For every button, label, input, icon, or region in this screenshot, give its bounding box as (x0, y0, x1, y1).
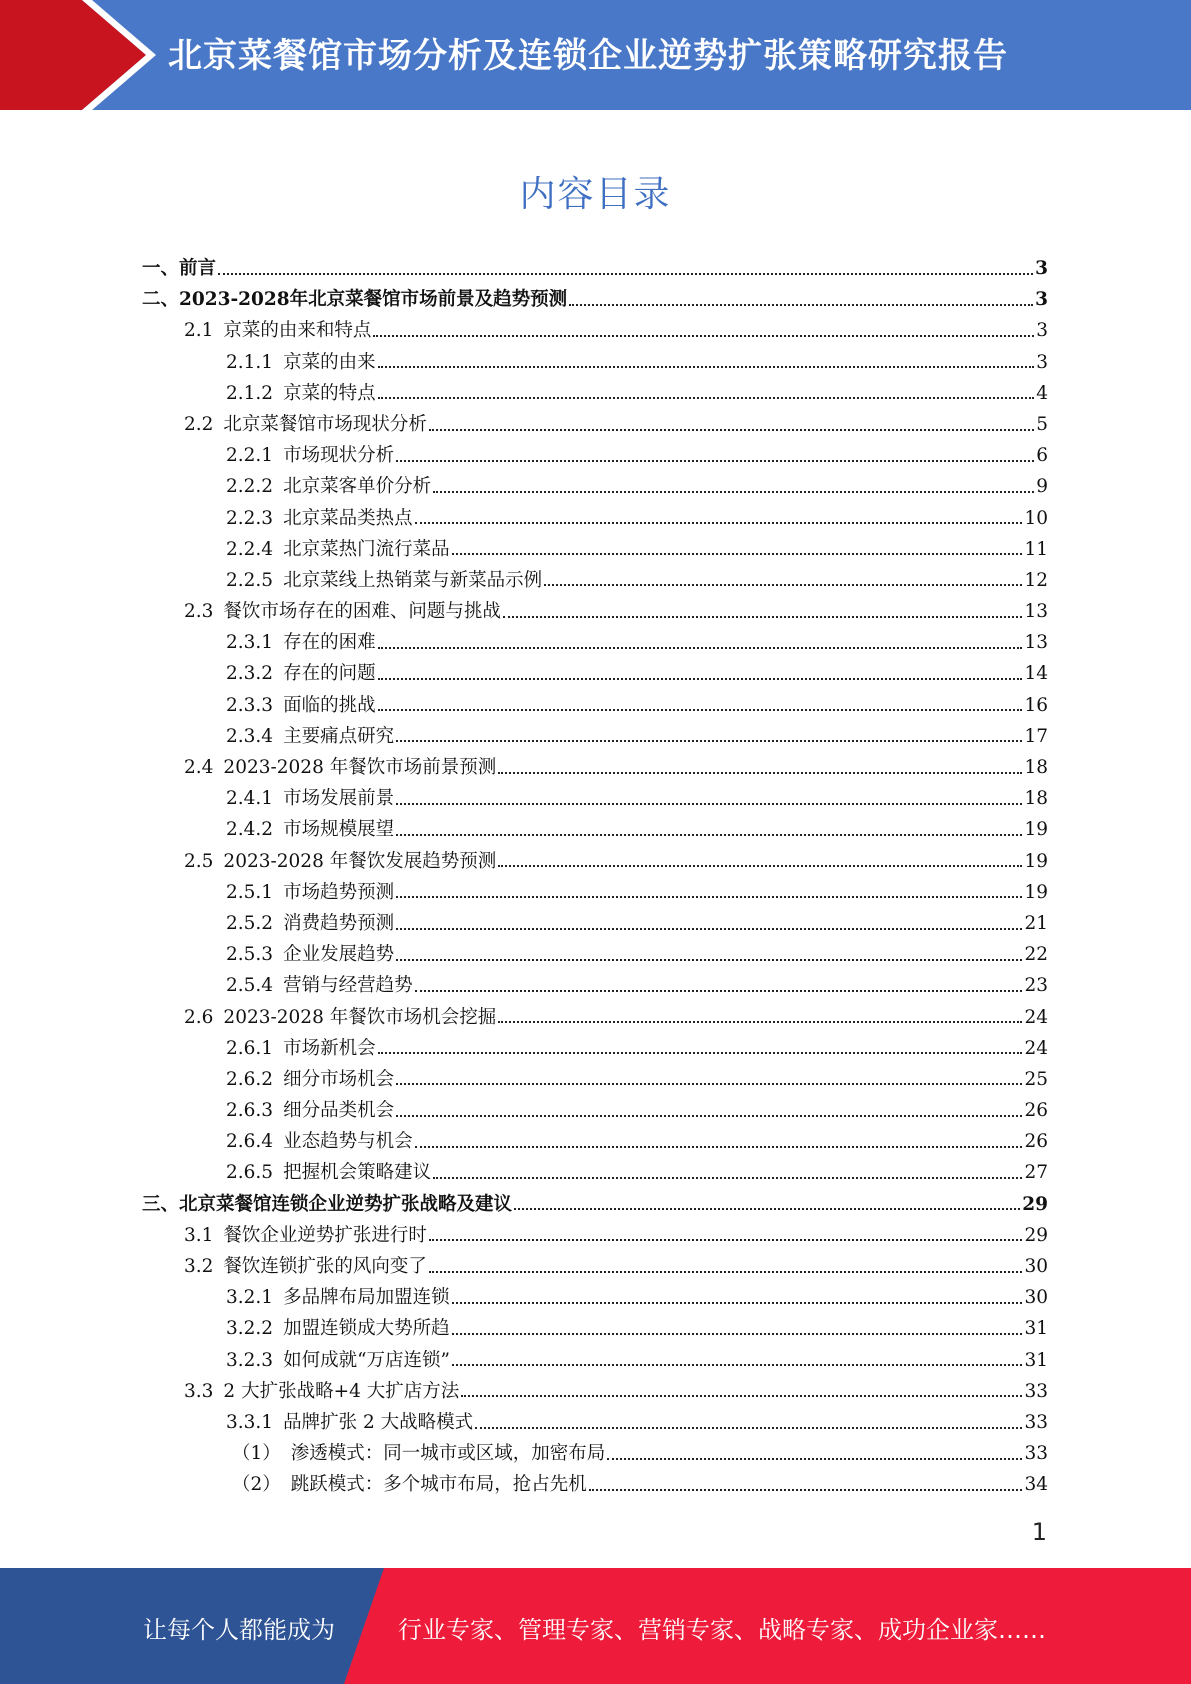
toc-entry-number: 3.3.1 (226, 1411, 274, 1433)
toc-dot-leader (498, 772, 1022, 774)
toc-entry-title: 消费趋势预测 (283, 912, 395, 934)
toc-entry-number: 2.5.4 (226, 975, 274, 997)
toc-entry-title: 京菜的特点 (283, 382, 376, 404)
toc-dot-leader (415, 990, 1023, 992)
toc-entry-title: 渗透模式：同一城市或区域，加密布局 (290, 1443, 606, 1465)
toc-dot-leader (218, 273, 1033, 275)
toc-dot-leader (498, 865, 1022, 867)
toc-entry[interactable] (142, 846, 1048, 877)
toc-dot-leader (396, 803, 1022, 805)
toc-entry-title: 品牌扩张 2 大战略模式 (283, 1411, 474, 1433)
toc-entry-title: 主要痛点研究 (283, 725, 395, 747)
toc-entry-number: 3.2.2 (226, 1318, 274, 1340)
toc-entry-title: 前言 (179, 258, 217, 279)
toc-entry-title: 市场现状分析 (283, 445, 395, 467)
toc-entry-number: （2） (232, 1474, 281, 1496)
toc-entry-page: 23 (1024, 975, 1048, 997)
toc-entry-number: 2.4 (184, 757, 214, 778)
toc-entry-page: 3 (1035, 289, 1048, 311)
toc-entry[interactable] (142, 1251, 1048, 1282)
toc-entry-page: 27 (1024, 1162, 1048, 1184)
toc-entry-page: 31 (1024, 1318, 1048, 1340)
toc-entry-page: 11 (1024, 538, 1048, 560)
toc-entry-number: 2.5.2 (226, 912, 274, 934)
toc-entry[interactable] (142, 721, 1048, 752)
toc-entry-number: 2.1.1 (226, 351, 274, 373)
toc-entry-page: 18 (1024, 757, 1048, 778)
toc-entry-number: 2.3.3 (226, 694, 274, 716)
toc-entry-title: 北京菜客单价分析 (283, 476, 432, 498)
toc-entry-number: 2.4.2 (226, 819, 274, 841)
toc-dot-leader (607, 1458, 1022, 1460)
toc-dot-leader (569, 304, 1033, 306)
toc-entry-title: 餐饮企业逆势扩张进行时 (223, 1224, 427, 1246)
toc-entry-number: 三、 (142, 1193, 180, 1215)
toc-entry-page: 3 (1035, 258, 1048, 279)
toc-entry-number: 2.6.2 (226, 1068, 274, 1090)
toc-entry[interactable] (142, 284, 1048, 315)
toc-entry-title: 2 大扩张战略+4 大扩店方法 (223, 1380, 460, 1402)
toc-entry-title: 多品牌布局加盟连锁 (283, 1287, 450, 1309)
toc-entry[interactable] (142, 409, 1048, 440)
toc-entry-title: 加盟连锁成大势所趋 (283, 1318, 450, 1340)
toc-entry-number: 2.3.1 (226, 632, 274, 654)
toc-dot-leader (452, 1364, 1022, 1366)
toc-entry-page: 18 (1024, 788, 1048, 810)
toc-entry-page: 9 (1036, 476, 1048, 498)
toc-entry-title: 北京菜线上热销菜与新菜品示例 (283, 569, 543, 591)
toc-entry-number: 3.2.1 (226, 1287, 274, 1309)
toc-entry-number: 2.3 (184, 601, 214, 623)
toc-entry-page: 29 (1024, 1224, 1048, 1246)
toc-entry-number: 2.2 (184, 413, 214, 435)
toc-entry-page: 30 (1024, 1256, 1048, 1277)
toc-dot-leader (415, 522, 1023, 524)
toc-entry-number: 2.5.1 (226, 881, 274, 903)
toc-entry-page: 33 (1024, 1411, 1048, 1433)
toc-entry-page: 10 (1024, 507, 1048, 529)
toc-entry[interactable] (142, 658, 1048, 689)
toc-entry-page: 4 (1036, 382, 1048, 404)
toc-dot-leader (503, 616, 1023, 618)
toc-entry[interactable] (142, 627, 1048, 658)
toc-entry-number: 2.4.1 (226, 788, 274, 810)
toc-entry[interactable] (142, 596, 1048, 627)
toc-dot-leader (378, 709, 1023, 711)
toc-entry[interactable] (142, 1469, 1048, 1500)
toc-entry[interactable] (142, 378, 1048, 409)
toc-entry-title: 存在的问题 (283, 663, 376, 685)
toc-entry-title: 2023-2028 年餐饮发展趋势预测 (223, 850, 497, 872)
toc-entry[interactable] (142, 347, 1048, 378)
toc-entry-number: 2.2.3 (226, 507, 274, 529)
footer-slogan-right: 行业专家、管理专家、营销专家、战略专家、成功企业家…… (398, 1616, 1046, 1644)
toc-entry-page: 16 (1024, 694, 1048, 716)
toc-entry[interactable] (142, 1189, 1048, 1220)
toc-entry-title: 市场规模展望 (283, 819, 395, 841)
toc-dot-leader (589, 1489, 1023, 1491)
toc-entry-number: 2.2.1 (226, 445, 274, 467)
toc-dot-leader (452, 553, 1023, 555)
toc-entry-title: 营销与经营趋势 (283, 975, 413, 997)
toc-entry[interactable] (142, 534, 1048, 565)
toc-dot-leader (514, 1208, 1020, 1210)
toc-entry-page: 3 (1036, 320, 1048, 342)
toc-entry-title: 业态趋势与机会 (283, 1131, 413, 1153)
toc-entry-page: 31 (1024, 1349, 1048, 1371)
toc-entry-page: 30 (1024, 1287, 1048, 1309)
toc-entry[interactable] (142, 1157, 1048, 1188)
toc-entry-title: 跳跃模式：多个城市布局，抢占先机 (290, 1474, 587, 1496)
page-number: 1 (1031, 1518, 1047, 1546)
toc-dot-leader (396, 1115, 1022, 1117)
toc-entry-page: 19 (1024, 850, 1048, 872)
toc-entry-number: 2.2.4 (226, 538, 274, 560)
toc-dot-leader (378, 397, 1035, 399)
toc-entry-page: 19 (1024, 819, 1048, 841)
toc-entry-page: 26 (1024, 1100, 1048, 1122)
toc-dot-leader (429, 429, 1034, 431)
toc-dot-leader (378, 647, 1023, 649)
toc-entry-title: 北京菜餐馆连锁企业逆势扩张战略及建议 (179, 1193, 513, 1215)
toc-entry-number: 3.2.3 (226, 1349, 274, 1371)
toc-dot-leader (396, 896, 1022, 898)
toc-entry-page: 24 (1024, 1037, 1048, 1059)
toc-entry-number: 2.6.3 (226, 1100, 274, 1122)
toc-entry-page: 21 (1024, 912, 1048, 934)
toc-entry-number: 二、 (142, 289, 180, 311)
toc-dot-leader (396, 1083, 1022, 1085)
toc-entry-title: 2023-2028 年餐饮市场机会挖掘 (223, 1006, 497, 1028)
toc-entry-number: 3.2 (184, 1256, 214, 1277)
toc-entry-number: 2.3.4 (226, 725, 274, 747)
toc-entry[interactable] (142, 565, 1048, 596)
toc-entry-page: 3 (1036, 351, 1048, 373)
toc-entry[interactable] (142, 908, 1048, 939)
toc-entry-number: 2.1 (184, 320, 214, 342)
toc-entry-number: 2.5 (184, 850, 214, 872)
toc-dot-leader (452, 1302, 1023, 1304)
toc-entry[interactable] (142, 253, 1048, 284)
toc-dot-leader (429, 1271, 1023, 1273)
toc-entry[interactable] (142, 1126, 1048, 1157)
toc-dot-leader (396, 928, 1022, 930)
toc-dot-leader (433, 1177, 1022, 1179)
toc-entry-number: 2.6.4 (226, 1131, 274, 1153)
toc-entry[interactable] (142, 315, 1048, 346)
toc-entry-page: 25 (1024, 1068, 1048, 1090)
toc-entry[interactable] (142, 690, 1048, 721)
toc-entry-number: 2.2.2 (226, 476, 274, 498)
toc-entry[interactable] (142, 1407, 1048, 1438)
report-title: 北京菜餐馆市场分析及连锁企业逆势扩张策略研究报告 (168, 36, 1008, 76)
toc-entry[interactable] (142, 1002, 1048, 1033)
toc-entry-title: 餐饮连锁扩张的风向变了 (223, 1256, 427, 1277)
toc-entry[interactable] (142, 939, 1048, 970)
toc-entry-title: 京菜的由来 (283, 351, 376, 373)
toc-entry-number: 一、 (142, 258, 180, 279)
toc-dot-leader (544, 584, 1022, 586)
toc-entry-title: 细分品类机会 (283, 1100, 395, 1122)
toc-entry-number: 2.2.5 (226, 569, 274, 591)
toc-entry-page: 5 (1036, 413, 1048, 435)
toc-dot-leader (378, 366, 1035, 368)
toc-entry[interactable] (142, 1033, 1048, 1064)
toc-dot-leader (429, 1239, 1023, 1241)
toc-entry[interactable] (142, 440, 1048, 471)
toc-entry-title: 餐饮市场存在的困难、问题与挑战 (223, 601, 501, 623)
toc-entry-title: 面临的挑战 (283, 694, 376, 716)
toc-dot-leader (373, 335, 1034, 337)
toc-entry[interactable] (142, 752, 1048, 783)
toc-entry-page: 33 (1024, 1443, 1048, 1465)
toc-entry-number: （1） (232, 1443, 281, 1465)
toc-entry-page: 13 (1024, 632, 1048, 654)
toc-entry[interactable] (142, 1345, 1048, 1376)
toc-dot-leader (396, 959, 1022, 961)
toc-entry-title: 如何成就“万店连锁” (283, 1349, 450, 1371)
toc-entry-title: 北京菜餐馆市场现状分析 (223, 413, 427, 435)
toc-entry-page: 33 (1024, 1380, 1048, 1402)
toc-entry[interactable] (142, 1438, 1048, 1469)
toc-entry-number: 2.6.1 (226, 1037, 274, 1059)
toc-entry-title: 市场趋势预测 (283, 881, 395, 903)
toc-entry-title: 2023-2028 年餐饮市场前景预测 (223, 757, 497, 778)
toc-entry-page: 6 (1036, 445, 1048, 467)
toc-entry-number: 3.1 (184, 1224, 214, 1246)
toc-dot-leader (396, 834, 1022, 836)
toc-entry-number: 2.3.2 (226, 663, 274, 685)
header-banner (0, 0, 1191, 110)
toc-entry[interactable] (142, 1095, 1048, 1126)
toc-dot-leader (396, 460, 1034, 462)
footer-banner (0, 1568, 1191, 1684)
toc-entry[interactable] (142, 970, 1048, 1001)
toc-entry[interactable] (142, 503, 1048, 534)
toc-entry-page: 12 (1024, 569, 1048, 591)
toc-entry-number: 3.3 (184, 1380, 214, 1402)
toc-entry[interactable] (142, 783, 1048, 814)
toc-dot-leader (498, 1021, 1022, 1023)
toc-entry-title: 把握机会策略建议 (283, 1162, 432, 1184)
toc-entry-title: 细分市场机会 (283, 1068, 395, 1090)
toc-dot-leader (461, 1395, 1022, 1397)
toc-dot-leader (396, 740, 1022, 742)
toc-entry-number: 2.6 (184, 1006, 214, 1028)
toc-heading: 内容目录 (519, 174, 672, 215)
toc-entry-title: 企业发展趋势 (283, 944, 395, 966)
toc-entry[interactable] (142, 1064, 1048, 1095)
toc-entry-title: 北京菜品类热点 (283, 507, 413, 529)
toc-entry-title: 市场发展前景 (283, 788, 395, 810)
toc-entry-title: 2023-2028年北京菜餐馆市场前景及趋势预测 (179, 289, 568, 311)
toc-dot-leader (378, 1052, 1023, 1054)
toc-entry[interactable] (142, 814, 1048, 845)
toc-dot-leader (378, 678, 1023, 680)
toc-entry-title: 京菜的由来和特点 (223, 320, 372, 342)
toc-entry[interactable] (142, 1313, 1048, 1344)
toc-dot-leader (415, 1146, 1023, 1148)
toc-entry-page: 34 (1024, 1474, 1048, 1496)
toc-entry-page: 19 (1024, 881, 1048, 903)
toc-entry-title: 北京菜热门流行菜品 (283, 538, 450, 560)
toc-dot-leader (452, 1333, 1023, 1335)
toc-entry[interactable] (142, 1282, 1048, 1313)
toc-entry-page: 29 (1022, 1193, 1048, 1215)
toc-entry-page: 17 (1024, 725, 1048, 747)
toc-entry-page: 24 (1024, 1006, 1048, 1028)
toc-entry[interactable] (142, 877, 1048, 908)
table-of-contents (142, 253, 1048, 1501)
toc-entry-number: 2.1.2 (226, 382, 274, 404)
toc-entry-title: 市场新机会 (283, 1037, 376, 1059)
toc-dot-leader (475, 1427, 1022, 1429)
toc-entry-page: 14 (1024, 663, 1048, 685)
toc-dot-leader (433, 491, 1034, 493)
footer-slogan-left: 让每个人都能成为 (143, 1616, 335, 1644)
toc-entry-page: 13 (1024, 601, 1048, 623)
toc-entry-page: 26 (1024, 1131, 1048, 1153)
toc-entry-page: 22 (1024, 944, 1048, 966)
toc-entry[interactable] (142, 471, 1048, 502)
toc-entry-number: 2.6.5 (226, 1162, 274, 1184)
toc-entry[interactable] (142, 1376, 1048, 1407)
toc-entry-title: 存在的困难 (283, 632, 376, 654)
toc-entry-number: 2.5.3 (226, 944, 274, 966)
toc-entry[interactable] (142, 1220, 1048, 1251)
